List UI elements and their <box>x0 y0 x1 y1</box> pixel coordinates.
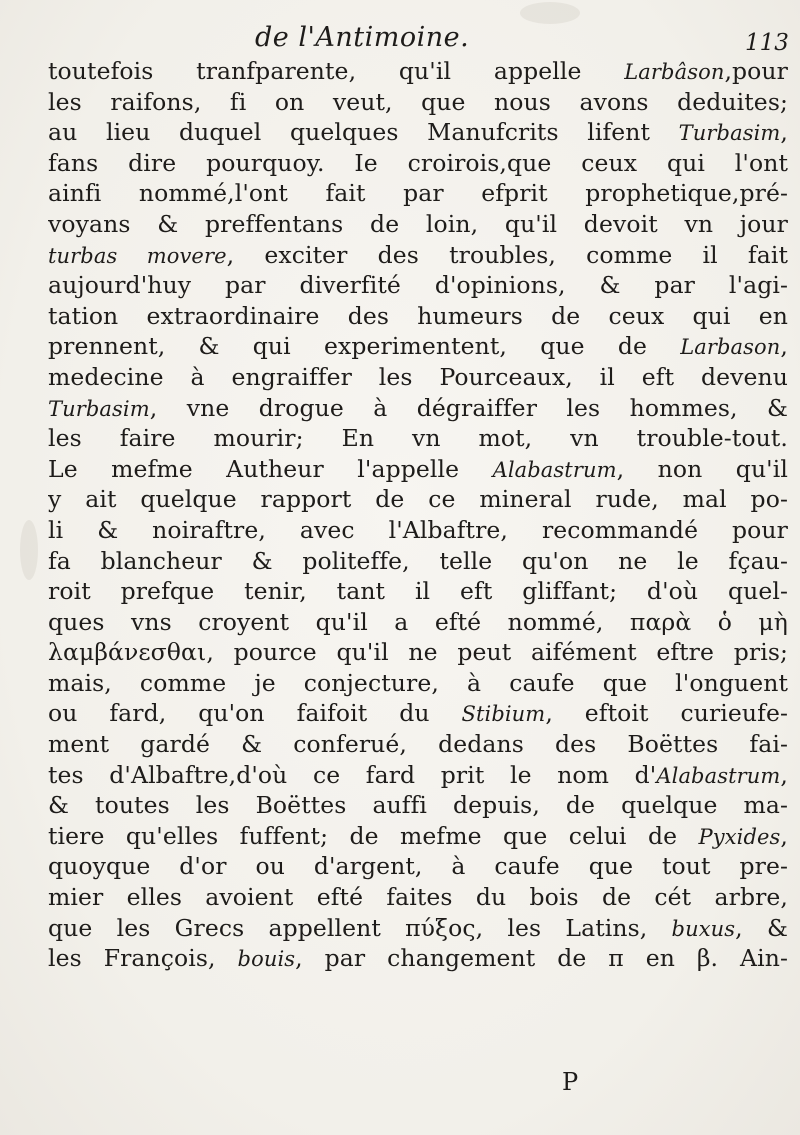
text-segment: les François, <box>48 944 238 973</box>
text-line <box>48 882 788 913</box>
running-title: de l'Antimoine. <box>255 22 470 53</box>
text-segment: , par changement de π en β. Ain- <box>295 944 788 973</box>
italic-term: Larbason <box>680 335 781 360</box>
text-line <box>48 362 788 393</box>
paper-stain <box>520 2 580 24</box>
text-line <box>48 87 788 118</box>
text-segment: y ait quelque rapport de ce mineral rude, mal po- <box>48 485 788 514</box>
text-segment: , eftoit curieufe- <box>545 699 788 728</box>
text-segment: ment gardé & conferué, dedans des Boëttes fai- <box>48 730 788 759</box>
text-segment: ques vns croyent qu'il a efté nommé, παρὰ ὁ μὴ <box>48 607 788 636</box>
text-segment: , <box>780 118 788 147</box>
text-line <box>48 607 788 638</box>
text-segment: , exciter des troubles, comme il fait <box>226 240 788 269</box>
text-segment: les faire mourir; En vn mot, vn trouble-tout. <box>48 424 788 453</box>
page-number: 113 <box>745 30 789 56</box>
text-line <box>48 148 788 179</box>
text-line <box>48 576 788 607</box>
italic-term: Alabastrum <box>492 457 617 482</box>
text-line <box>48 270 788 301</box>
text-segment: les raifons, fi on veut, que nous avons deduites; <box>48 87 788 116</box>
text-line <box>48 331 788 362</box>
text-segment: fa blancheur & politeffe, telle qu'on ne le fçau- <box>48 546 788 575</box>
text-segment: au lieu duquel quelques Manufcrits lifent <box>48 118 679 147</box>
italic-term: Alabastrum <box>656 763 781 788</box>
text-line <box>48 515 788 546</box>
text-segment: aujourd'huy par diverfité d'opinions, & par l'agi- <box>48 271 788 300</box>
italic-term: Turbasim <box>678 121 781 146</box>
text-segment: λαμβάνεσθαι, pource qu'il ne peut aifément eftre pris; <box>48 638 788 667</box>
body-text <box>48 56 788 974</box>
text-segment: , <box>780 332 788 361</box>
italic-term: bouis <box>237 947 296 972</box>
text-segment: toutefois tranfparente, qu'il appelle <box>48 57 625 85</box>
paper-stain <box>20 520 38 580</box>
italic-term: turbas movere <box>48 243 227 268</box>
italic-term: Pyxides <box>698 824 781 849</box>
text-segment: tation extraordinaire des humeurs de ceux qui en <box>48 301 788 330</box>
text-line <box>48 546 788 577</box>
text-line <box>48 668 788 699</box>
text-line <box>48 821 788 852</box>
text-line <box>48 178 788 209</box>
text-segment: que les Grecs appellent πύξος, les Latins, <box>48 913 672 942</box>
text-line <box>48 301 788 332</box>
text-line <box>48 637 788 668</box>
italic-term: Larbâson <box>624 60 725 84</box>
text-segment: mier elles avoient efté faites du bois de cét arbre, <box>48 883 788 912</box>
text-segment: roit prefque tenir, tant il eft gliffant; d'où quel- <box>48 577 788 606</box>
text-segment: voyans & preffentans de loin, qu'il devoit vn jour <box>48 209 788 238</box>
text-line <box>48 790 788 821</box>
text-line <box>48 209 788 240</box>
italic-term: buxus <box>671 916 736 941</box>
text-line <box>48 423 788 454</box>
text-line <box>48 393 788 424</box>
text-line <box>48 56 788 87</box>
text-segment: mais, comme je conjecture, à caufe que l'onguent <box>48 668 788 697</box>
text-line <box>48 240 788 271</box>
text-line <box>48 484 788 515</box>
text-segment: , vne drogue à dégraiffer les hommes, & <box>149 393 788 422</box>
text-segment: ou fard, qu'on faifoit du <box>48 699 462 728</box>
text-segment: quoyque d'or ou d'argent, à caufe que tout pre- <box>48 852 788 881</box>
text-line <box>48 698 788 729</box>
text-segment: , & <box>735 913 788 942</box>
text-segment: fans dire pourquoy. Ie croirois,que ceux qui l'ont <box>48 148 788 177</box>
text-segment: prennent, & qui experimentent, que de <box>48 332 681 361</box>
text-segment: , <box>780 821 788 850</box>
text-segment: ,pour <box>724 57 788 85</box>
catchword: P <box>562 1068 579 1096</box>
text-segment: , <box>780 760 788 789</box>
text-line <box>48 729 788 760</box>
text-segment: li & noiraftre, avec l'Albaftre, recommandé pour <box>48 515 788 544</box>
text-segment: medecine à engraiffer les Pourceaux, il eft devenu <box>48 362 788 391</box>
text-line <box>48 454 788 485</box>
text-segment: Le mefme Autheur l'appelle <box>48 454 493 483</box>
text-line <box>48 943 788 974</box>
text-segment: tes d'Albaftre,d'où ce fard prit le nom d' <box>48 760 657 789</box>
italic-term: Turbasim <box>48 396 150 421</box>
text-line <box>48 760 788 791</box>
text-segment: tiere qu'elles fuffent; de mefme que celui de <box>48 821 699 850</box>
italic-term: Stibium <box>461 702 546 727</box>
text-segment: , non qu'il <box>616 454 788 483</box>
text-line <box>48 117 788 148</box>
text-segment: ainfi nommé,l'ont fait par efprit prophetique,pré- <box>48 179 788 208</box>
text-segment: & toutes les Boëttes auffi depuis, de quelque ma- <box>48 791 788 820</box>
text-line <box>48 913 788 944</box>
text-line <box>48 851 788 882</box>
